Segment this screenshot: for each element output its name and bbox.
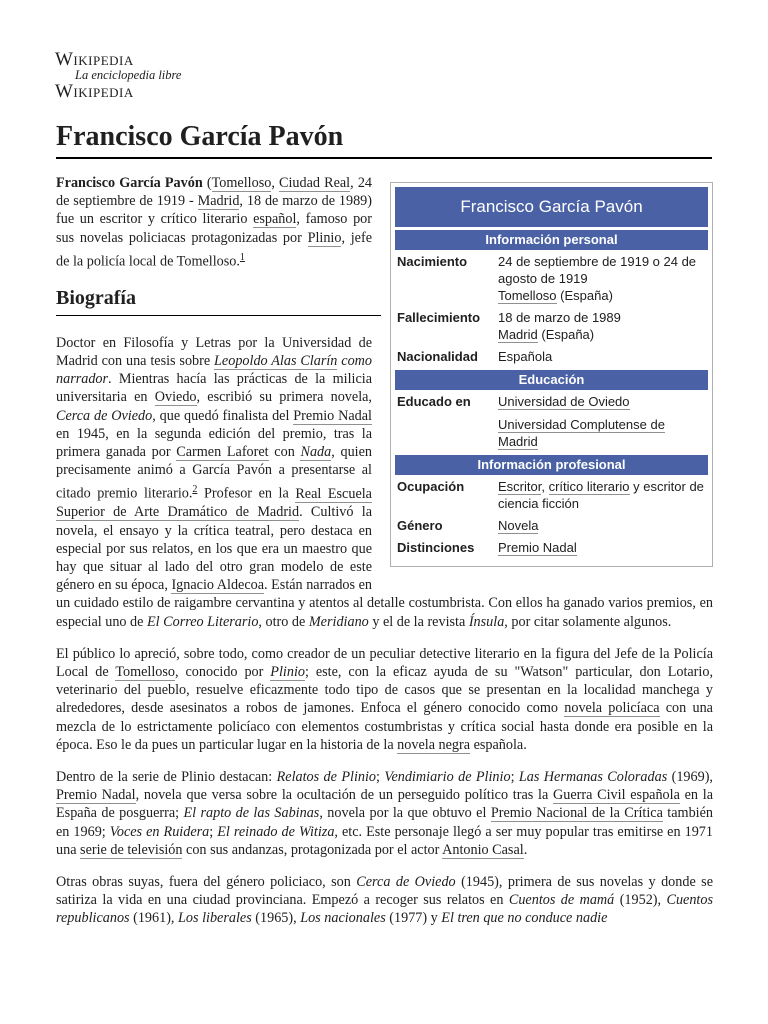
- italic-text: Leopoldo Alas Clarín: [214, 352, 338, 369]
- text: , 18 de marzo de 1989) fue un escritor y crítico literario: [56, 193, 372, 228]
- text: y el de la revista: [368, 613, 469, 630]
- italic-text: Vendimiario de Plinio: [384, 768, 511, 785]
- text: con: [268, 443, 301, 460]
- text: española.: [470, 736, 527, 753]
- italic-text: Las Hermanas Coloradas: [518, 768, 668, 785]
- link-resad[interactable]: Real Escuela Superior de Arte Dramático de Madrid: [56, 486, 372, 521]
- italic-text: El tren que no conduce nadie: [441, 910, 608, 927]
- infobox-label: Nacimiento: [397, 254, 468, 269]
- link-plinio[interactable]: [270, 664, 305, 681]
- text: ; este, con la eficaz ayuda de su "Watson" particular, don Lotario, veterinario del pueblo, resuelve eficazmente todo tipo de casos que se presentan en la localidad manchega y alrededores, desde asesinatos a robos de jamones. Enfoca el género conocido como: [56, 663, 713, 717]
- text: , por citar solamente algunos.: [504, 613, 672, 630]
- link-plinio[interactable]: Plinio: [307, 229, 342, 246]
- text: , famoso por sus novelas policiacas protagonizadas por: [56, 211, 372, 246]
- infobox: [390, 182, 713, 567]
- link-carmen-laforet[interactable]: Carmen Laforet: [176, 443, 269, 460]
- link-novela-negra[interactable]: novela negra: [397, 736, 471, 753]
- link-madrid[interactable]: Madrid: [498, 327, 538, 342]
- infobox-label: Educado en: [397, 394, 471, 409]
- link-ignacio-aldecoa[interactable]: Ignacio Aldecoa: [171, 577, 265, 594]
- link-universidad-oviedo[interactable]: Universidad de Oviedo: [498, 394, 630, 409]
- text: , 24 de septiembre de 1919 -: [56, 175, 372, 210]
- link-guerra-civil[interactable]: Guerra Civil española: [553, 787, 680, 804]
- text: ;: [376, 768, 385, 785]
- infobox-row-nacionalidad: [395, 345, 708, 367]
- italic-text: El reinado de Witiza: [217, 823, 335, 840]
- text: (1969),: [667, 768, 713, 785]
- text: , que quedó finalista del: [152, 407, 294, 424]
- birth-country: (España): [556, 288, 613, 303]
- logo-wordmark-secondary: Wikipedia: [55, 81, 134, 102]
- infobox-value: Española: [498, 349, 553, 364]
- infobox-value: [498, 309, 708, 343]
- infobox-row-distinciones: [395, 536, 708, 558]
- occupation-text: y escritor de ciencia ficción: [498, 479, 704, 511]
- text: también en 1969;: [56, 805, 713, 840]
- italic-text: Cerca de Oviedo: [56, 407, 153, 424]
- link-serie-television[interactable]: serie de televisión: [80, 841, 183, 858]
- link-premio-nacional-critica[interactable]: Premio Nacional de la Crítica: [490, 805, 663, 822]
- death-date: 18 de marzo de 1989: [498, 310, 621, 325]
- text: ;: [510, 768, 519, 785]
- infobox-value: [498, 539, 708, 556]
- italic-text: Voces en Ruidera: [109, 823, 210, 840]
- infobox-section-personal: Información personal: [395, 230, 708, 250]
- infobox-label: Género: [397, 518, 443, 533]
- text: en la España de posguerra;: [56, 787, 714, 822]
- biografia-paragraph-4: [56, 873, 713, 928]
- italic-text: El rapto de las Sabinas: [183, 805, 320, 822]
- infobox-label: Nacionalidad: [397, 349, 478, 364]
- italic-text: El Correo Literario: [147, 613, 259, 630]
- text: . Mientras hacía las prácticas de la milicia universitaria en: [56, 371, 372, 406]
- text: , escribió su primera novela,: [196, 389, 372, 406]
- text: (1977) y: [385, 910, 442, 927]
- infobox-row-fallecimiento: [395, 306, 708, 345]
- link-critico-literario[interactable]: crítico literario: [548, 479, 630, 494]
- italic-text: Meridiano: [308, 613, 369, 630]
- text: , novela por la que obtuvo el: [319, 805, 491, 822]
- link-tomelloso[interactable]: Tomelloso: [115, 663, 176, 680]
- text: .: [523, 841, 528, 858]
- link-premio-nadal[interactable]: Premio Nadal: [56, 787, 136, 804]
- italic-text: Los nacionales: [300, 910, 386, 927]
- link-oviedo[interactable]: Oviedo: [154, 389, 197, 406]
- text: en 1945, en la segunda edición del premio, tras la primera ganada por: [56, 425, 372, 460]
- infobox-row-genero: [395, 514, 708, 536]
- text: . Cultivó la novela, el ensayo y la crítica teatral, pero destaca en especial por sus relatos, en los que era un maestro que hay que situar al lado del otro gran modelo de este género en su época,: [56, 504, 372, 594]
- death-country: (España): [537, 327, 595, 342]
- text: (1965),: [251, 910, 301, 927]
- text: , quien precisamente animó a García Pavón a presentarse al citado premio literario.: [56, 443, 372, 503]
- text: Dentro de la serie de Plinio destacan:: [56, 768, 277, 785]
- section-heading-biografia: Biografía: [56, 285, 381, 316]
- reference-1[interactable]: 1: [239, 251, 245, 263]
- infobox-value: [498, 517, 708, 534]
- link-tomelloso[interactable]: Tomelloso: [498, 288, 557, 303]
- text: ;: [209, 823, 218, 840]
- text: , jefe de la policía local de Tomelloso.: [56, 229, 372, 270]
- infobox-value: [498, 253, 708, 304]
- text: Profesor en la: [197, 486, 296, 503]
- text: (: [202, 175, 212, 191]
- reference-2[interactable]: 2: [192, 484, 198, 496]
- link-leopoldo-alas[interactable]: [214, 353, 337, 370]
- italic-text: Nada: [300, 443, 332, 460]
- text: , conocido por: [175, 663, 271, 680]
- logo-wordmark: Wikipedia: [55, 49, 134, 70]
- infobox-value: [498, 478, 708, 512]
- text: , etc. Este personaje llegó a ser muy popular tras emitirse en 1971 una: [56, 823, 713, 858]
- text: Doctor en Filosofía y Letras por la Universidad de Madrid con una tesis sobre: [56, 334, 372, 369]
- wikipedia-logo[interactable]: [55, 50, 195, 101]
- page-title: Francisco García Pavón: [56, 119, 712, 159]
- infobox-row-nacimiento: [395, 250, 708, 306]
- link-premio-nadal[interactable]: Premio Nadal: [498, 540, 577, 555]
- infobox-label: Ocupación: [397, 479, 465, 494]
- link-nada[interactable]: [300, 444, 331, 461]
- italic-text: Cuentos de mamá: [508, 892, 615, 909]
- infobox-section-educacion: Educación: [395, 370, 708, 390]
- link-antonio-casal[interactable]: Antonio Casal: [442, 841, 524, 858]
- link-premio-nadal[interactable]: Premio Nadal: [293, 407, 372, 424]
- italic-text: Los liberales: [178, 910, 252, 927]
- link-madrid[interactable]: Madrid: [197, 193, 240, 210]
- text: con sus andanzas, protagonizada por el actor: [182, 841, 443, 858]
- italic-text: Cuentos republicanos: [56, 892, 713, 927]
- biografia-paragraph-3: [56, 768, 713, 859]
- link-tomelloso[interactable]: Tomelloso: [211, 175, 272, 191]
- italic-text: Relatos de Plinio: [276, 768, 377, 785]
- article-body: [56, 174, 713, 942]
- text: . Están narrados en un cuidado estilo de raigambre cervantina y atentos al detalle costumbrista. Con ellos ha ganado varios premios, en especial uno de: [56, 577, 713, 630]
- biografia-paragraph-2: [56, 645, 713, 754]
- text: (1952),: [614, 892, 667, 909]
- logo-tagline: La enciclopedia libre: [75, 68, 182, 82]
- link-universidad-complutense[interactable]: Universidad Complutense de Madrid: [498, 417, 665, 449]
- text: , otro de: [258, 613, 309, 630]
- text: (1961),: [129, 910, 179, 927]
- text: El público lo apreció, sobre todo, como creador de un peculiar detective literario en la figura del Jefe de la Policía Local de: [56, 645, 713, 680]
- infobox-label: Distinciones: [397, 540, 475, 555]
- separator: ,: [541, 479, 549, 494]
- birth-date: 24 de septiembre de 1919 o 24 de agosto de 1919: [498, 254, 697, 286]
- text: Otras obras suyas, fuera del género policiaco, son: [56, 873, 357, 890]
- link-novela-policiaca[interactable]: novela policíaca: [564, 700, 660, 717]
- infobox-title: Francisco García Pavón: [395, 187, 708, 227]
- italic-text: Ínsula: [468, 613, 505, 630]
- italic-text: como narrador: [56, 352, 372, 388]
- text: (1945), primera de sus novelas y donde se satiriza la vida en una ciudad provinciana. Empezó a recoger sus relatos en: [56, 873, 713, 909]
- link-escritor[interactable]: Escritor: [498, 479, 542, 494]
- italic-text: Cerca de Oviedo: [356, 873, 456, 890]
- infobox-row-educado: [395, 390, 708, 452]
- infobox-section-profesional: Información profesional: [395, 455, 708, 475]
- infobox-label: Fallecimiento: [397, 310, 481, 325]
- italic-text: Plinio: [270, 663, 305, 680]
- link-novela[interactable]: Novela: [498, 518, 539, 533]
- text: ,: [271, 175, 279, 191]
- infobox-row-ocupacion: [395, 475, 708, 514]
- infobox-value: [498, 393, 708, 450]
- subject-name: Francisco García Pavón: [56, 175, 203, 191]
- link-ciudad-real[interactable]: Ciudad Real: [279, 175, 351, 191]
- link-espanol[interactable]: español: [253, 211, 297, 228]
- text: , novela que versa sobre la ocultación de un perseguido político tras la: [135, 787, 553, 804]
- text: con una mezcla de lo estrictamente policíaco con elementos costumbristas y crítica social hasta donde era posible en la época. Eso le da pues un particular lugar en la historia de la: [56, 700, 713, 753]
